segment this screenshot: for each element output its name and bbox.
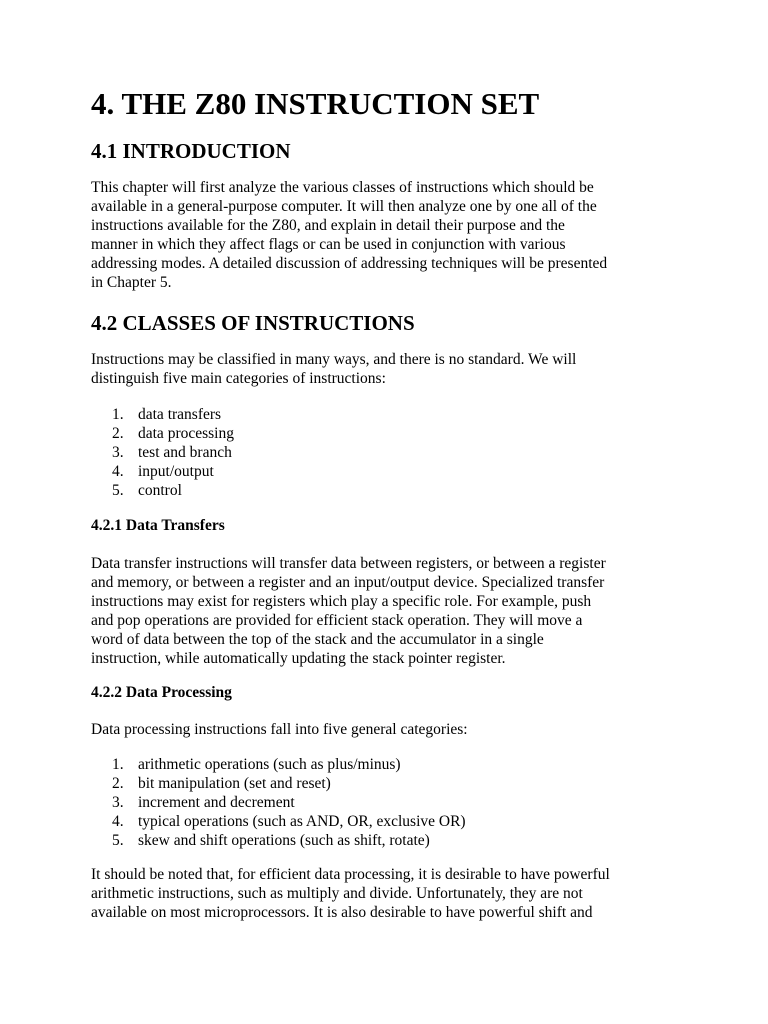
text-line: available on most microprocessors. It is also desirable to have powerful shift and	[91, 904, 593, 921]
data-processing-paragraph	[91, 720, 691, 739]
list-item-text: arithmetic operations (such as plus/minus)	[138, 756, 401, 773]
classes-paragraph	[91, 350, 691, 388]
section-heading-classes: 4.2 CLASSES OF INSTRUCTIONS	[91, 311, 415, 335]
list-item-text: data processing	[138, 425, 234, 442]
subsection-heading-data-transfers: 4.2.1 Data Transfers	[91, 517, 225, 534]
text-line: It should be noted that, for efficient data processing, it is desirable to have powerful	[91, 866, 610, 883]
list-item	[91, 755, 466, 774]
text-line: in Chapter 5.	[91, 274, 172, 291]
section-heading-introduction: 4.1 INTRODUCTION	[91, 139, 291, 163]
list-item	[91, 481, 234, 500]
text-line: This chapter will first analyze the various classes of instructions which should be	[91, 179, 594, 196]
list-item	[91, 462, 234, 481]
list-item	[91, 443, 234, 462]
text-line: instruction, while automatically updating the stack pointer register.	[91, 650, 506, 667]
text-line: arithmetic instructions, such as multiply and divide. Unfortunately, they are not	[91, 885, 583, 902]
list-number: 2.	[112, 425, 124, 442]
data-processing-categories-list	[91, 755, 466, 850]
instruction-categories-list	[91, 405, 234, 500]
text-line: instructions may exist for registers which play a specific role. For example, push	[91, 593, 592, 610]
list-item	[91, 793, 466, 812]
list-number: 1.	[112, 756, 124, 773]
list-item	[91, 831, 466, 850]
chapter-title: 4. THE Z80 INSTRUCTION SET	[91, 86, 540, 121]
list-item-text: control	[138, 482, 182, 499]
list-number: 2.	[112, 775, 124, 792]
text-line: Data processing instructions fall into five general categories:	[91, 721, 468, 738]
list-number: 5.	[112, 482, 124, 499]
text-line: addressing modes. A detailed discussion of addressing techniques will be presented	[91, 255, 608, 272]
text-line: word of data between the top of the stack and the accumulator in a single	[91, 631, 544, 648]
list-number: 4.	[112, 813, 124, 830]
list-item	[91, 424, 234, 443]
list-number: 1.	[112, 406, 124, 423]
list-item-text: data transfers	[138, 406, 222, 423]
list-item-text: increment and decrement	[138, 794, 295, 811]
list-item-text: bit manipulation (set and reset)	[138, 775, 331, 792]
list-item-text: test and branch	[138, 444, 232, 461]
list-item	[91, 812, 466, 831]
text-line: Instructions may be classified in many ways, and there is no standard. We will	[91, 351, 577, 368]
text-line: and memory, or between a register and an input/output device. Specialized transfer	[91, 574, 605, 591]
subsection-heading-data-processing: 4.2.2 Data Processing	[91, 684, 232, 701]
list-number: 3.	[112, 794, 124, 811]
list-item-text: input/output	[138, 463, 214, 480]
text-line: manner in which they affect flags or can be used in conjunction with various	[91, 236, 566, 253]
text-line: and pop operations are provided for efficient stack operation. They will move a	[91, 612, 583, 629]
list-item	[91, 774, 466, 793]
list-item-text: typical operations (such as AND, OR, exclusive OR)	[138, 813, 466, 830]
introduction-paragraph	[91, 178, 691, 292]
text-line: available in a general-purpose computer. It will then analyze one by one all of the	[91, 198, 597, 215]
text-line: Data transfer instructions will transfer data between registers, or between a register	[91, 555, 606, 572]
data-processing-closing-paragraph	[91, 865, 691, 922]
list-number: 4.	[112, 463, 124, 480]
data-transfers-paragraph	[91, 554, 691, 668]
list-number: 3.	[112, 444, 124, 461]
list-item	[91, 405, 234, 424]
text-line: instructions available for the Z80, and explain in detail their purpose and the	[91, 217, 565, 234]
list-item-text: skew and shift operations (such as shift, rotate)	[138, 832, 430, 849]
text-line: distinguish five main categories of instructions:	[91, 370, 386, 387]
list-number: 5.	[112, 832, 124, 849]
